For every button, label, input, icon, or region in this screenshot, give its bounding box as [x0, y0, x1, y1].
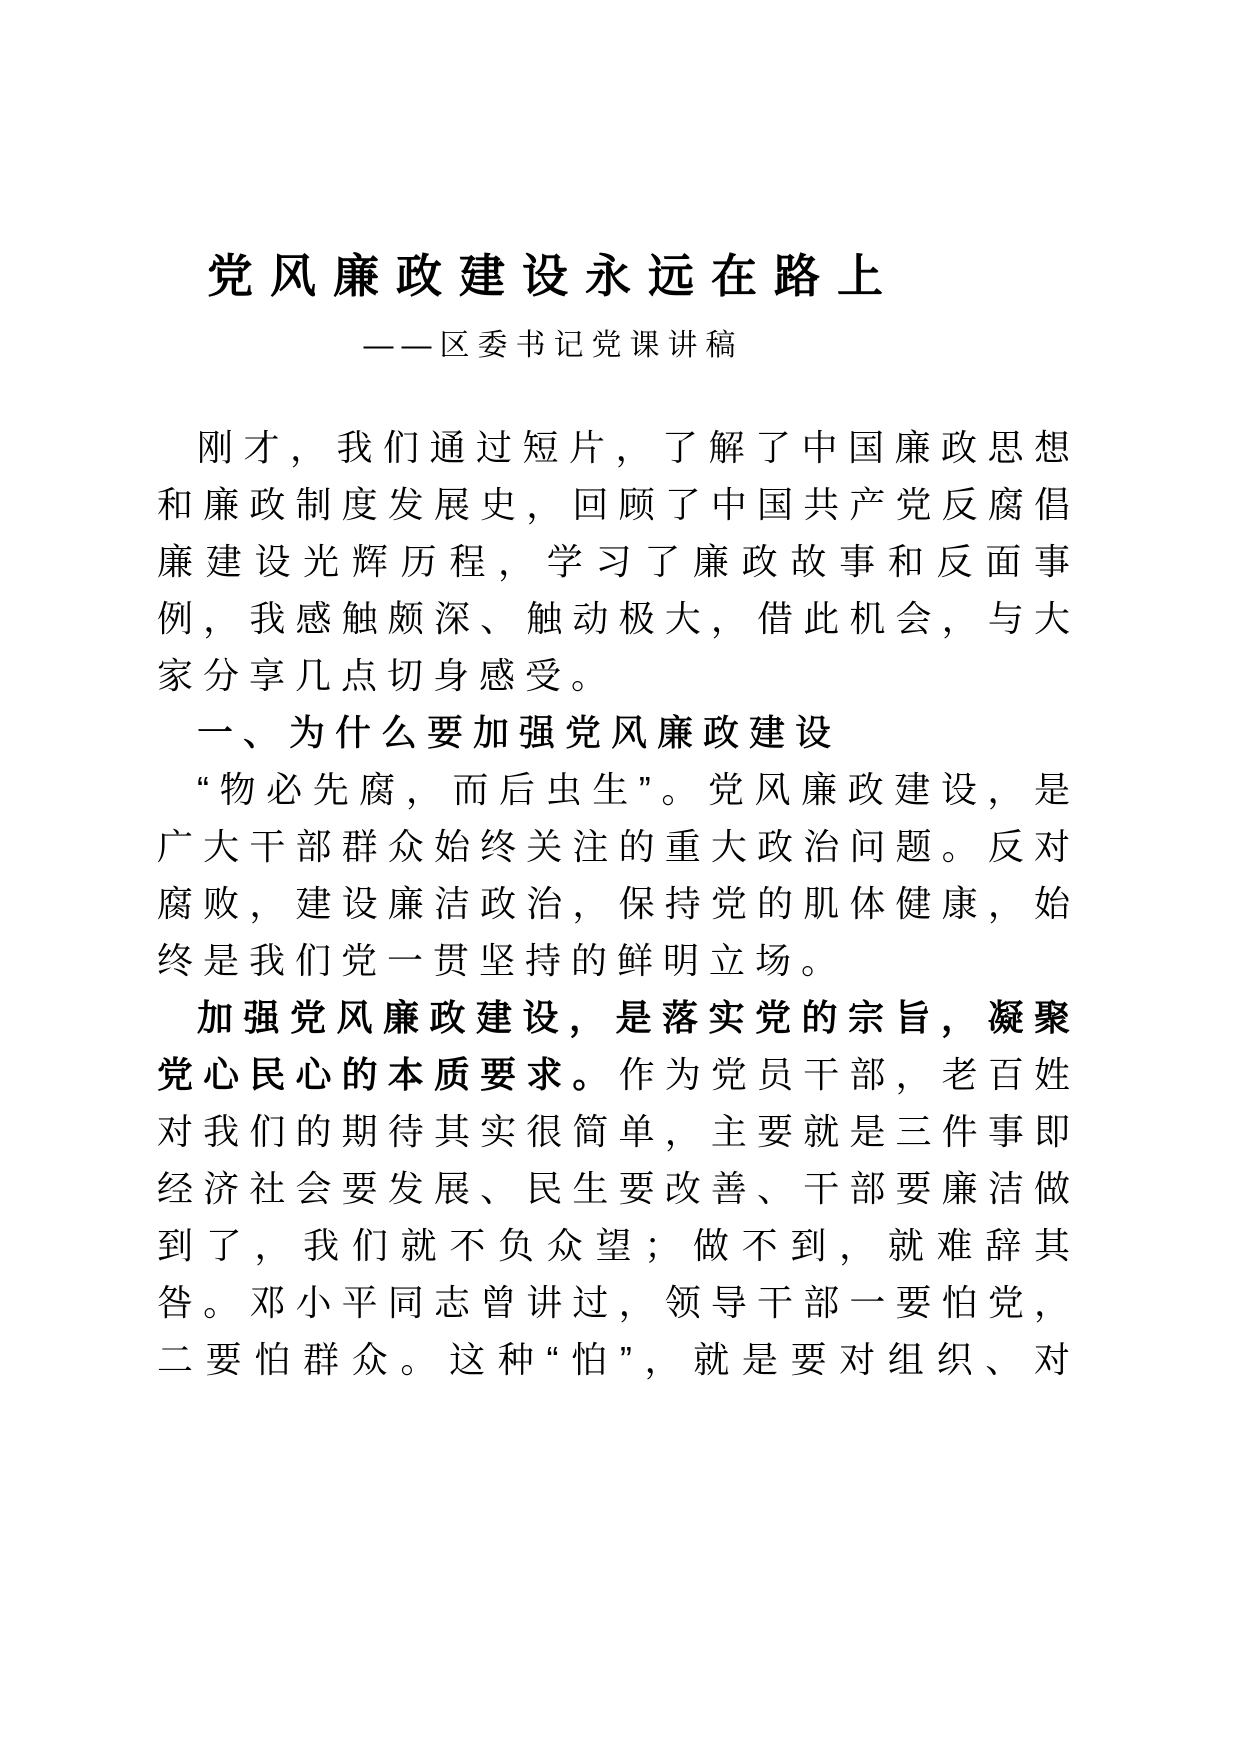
text-run: 作为党员干部，老百姓对我们的期待其实很简单，主要就是三件事即经济社会要发展、民生要改善、干部要廉洁做到了，我们就不负众望；做不到，就难辞其咎。邓小平同志曾讲过，领导干部一要怕党，二要怕群众。这种“怕”，就是要对组织、对 — [157, 1053, 1080, 1380]
body-paragraph — [157, 989, 1080, 1388]
body-paragraph — [157, 761, 1080, 989]
document-subtitle: ——区委书记党课讲稿 — [363, 328, 744, 362]
text-run: 加强党风廉政建设，是落实党的宗旨，凝聚党心民心的本质要求。 — [157, 996, 1080, 1095]
document-body — [157, 419, 1080, 1388]
body-paragraph — [157, 419, 1080, 704]
text-run: 刚才，我们通过短片，了解了中国廉政思想和廉政制度发展史，回顾了中国共产党反腐倡廉建设光辉历程，学习了廉政故事和反面事例，我感触颇深、触动极大，借此机会，与大家分享几点切身感受。 — [157, 426, 1080, 696]
text-run: “物必先腐，而后虫生”。党风廉政建设，是广大干部群众始终关注的重大政治问题。反对腐败，建设廉洁政治，保持党的肌体健康，始终是我们党一贯坚持的鲜明立场。 — [157, 768, 1080, 981]
document-header — [157, 248, 1080, 365]
document-title: 党风廉政建设永远在路上 — [207, 250, 900, 302]
text-run: 一、为什么要加强党风廉政建设 — [197, 711, 842, 753]
section-heading — [157, 704, 1080, 761]
